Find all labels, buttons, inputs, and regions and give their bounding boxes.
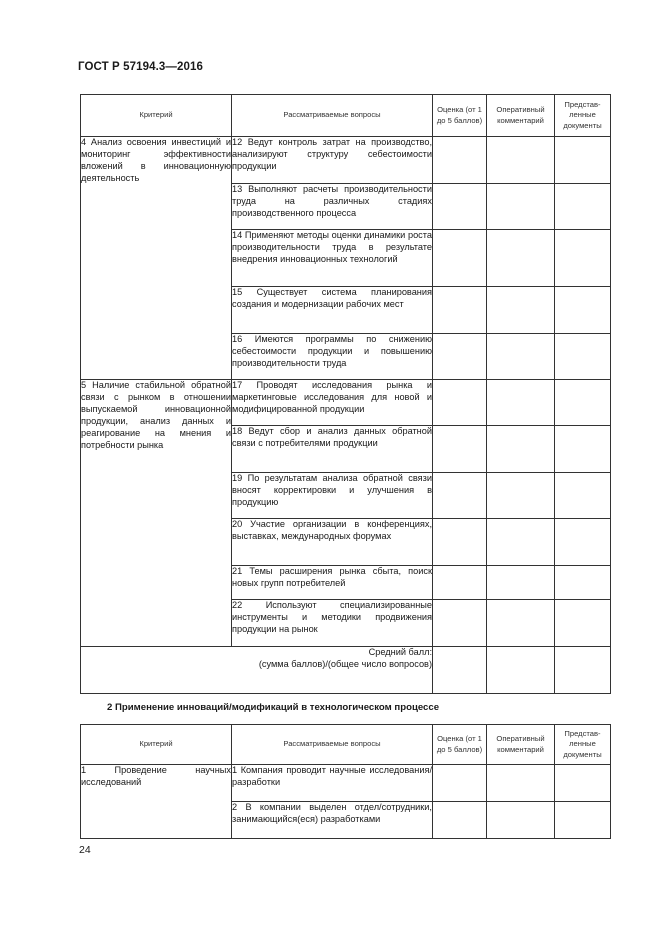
comment-cell[interactable] [487,802,555,839]
documents-cell[interactable] [555,287,611,334]
comment-cell[interactable] [487,287,555,334]
score-cell[interactable] [433,519,487,566]
documents-cell[interactable] [555,802,611,839]
comment-cell[interactable] [487,566,555,600]
table-row [81,380,611,426]
score-cell[interactable] [433,566,487,600]
score-cell[interactable] [433,380,487,426]
header-documents: Представ- ленные документы [555,95,611,137]
section-title: 2 Применение инноваций/модификаций в технологическом процессе [107,702,440,713]
question-cell: 20 Участие организации в конференциях, выставках, международных форумах [232,519,433,566]
score-cell[interactable] [433,137,487,184]
comment-cell[interactable] [487,426,555,473]
question-cell: 2 В компании выделен отдел/сотрудники, занимающийся(еся) разработками [232,802,433,839]
documents-cell[interactable] [555,765,611,802]
question-cell: 16 Имеются программы по снижению себестоимости продукции и повышению производительности труда [232,334,433,380]
header-documents: Представ- ленные документы [555,725,611,765]
score-cell[interactable] [433,473,487,519]
documents-cell[interactable] [555,137,611,184]
documents-cell[interactable] [555,184,611,230]
comment-cell[interactable] [487,380,555,426]
score-cell[interactable] [433,287,487,334]
question-cell: 19 По результатам анализа обратной связи вносят корректировки и улучшения в продукцию [232,473,433,519]
table-header-row [81,725,611,765]
question-cell: 22 Используют специализированные инструменты и методики продвижения продукции на рынок [232,600,433,647]
comment-cell[interactable] [487,230,555,287]
documents-cell[interactable] [555,519,611,566]
score-cell[interactable] [433,802,487,839]
table-header-row [81,95,611,137]
header-questions: Рассматриваемые вопросы [232,725,433,765]
question-cell: 17 Проводят исследования рынка и маркетинговые исследования для новой и модифицированной продукции [232,380,433,426]
question-cell: 1 Компания проводит научные исследования/разработки [232,765,433,802]
score-cell[interactable] [433,765,487,802]
comment-cell[interactable] [487,600,555,647]
question-cell: 13 Выполняют расчеты производительности труда на различных стадиях производственного процесса [232,184,433,230]
average-row [81,647,611,694]
score-cell[interactable] [433,600,487,647]
header-score: Оценка (от 1 до 5 баллов) [433,95,487,137]
documents-cell[interactable] [555,566,611,600]
header-comments: Оперативный комментарий [487,95,555,137]
comment-cell[interactable] [487,519,555,566]
comment-cell[interactable] [487,334,555,380]
comment-cell[interactable] [487,473,555,519]
question-cell: 14 Применяют методы оценки динамики роста производительности труда в результате внедрения инновационных технологий [232,230,433,287]
documents-cell[interactable] [555,230,611,287]
document-code: ГОСТ Р 57194.3—2016 [78,61,203,73]
documents-cell[interactable] [555,473,611,519]
question-cell: 18 Ведут сбор и анализ данных обратной связи с потребителями продукции [232,426,433,473]
question-cell: 21 Темы расширения рынка сбыта, поиск новых групп потребителей [232,566,433,600]
evaluation-table-1 [80,94,611,694]
score-cell[interactable] [433,230,487,287]
comment-cell[interactable] [487,647,555,694]
page-number: 24 [79,844,91,856]
header-criterion: Критерий [81,95,232,137]
table-row [81,765,611,802]
comment-cell[interactable] [487,137,555,184]
question-cell: 12 Ведут контроль затрат на производство, анализируют структуру себестоимости продукции [232,137,433,184]
header-score: Оценка (от 1 до 5 баллов) [433,725,487,765]
evaluation-table-2 [80,724,611,839]
score-cell[interactable] [433,426,487,473]
criterion-cell: 1 Проведение научных исследований [81,765,232,839]
header-questions: Рассматриваемые вопросы [232,95,433,137]
average-score-cell[interactable] [433,647,487,694]
score-cell[interactable] [433,184,487,230]
header-comments: Оперативный комментарий [487,725,555,765]
score-cell[interactable] [433,334,487,380]
documents-cell[interactable] [555,600,611,647]
header-criterion: Критерий [81,725,232,765]
documents-cell[interactable] [555,334,611,380]
table-row [81,137,611,184]
documents-cell[interactable] [555,426,611,473]
average-score-label: Средний балл: (сумма баллов)/(общее число вопросов) [81,647,433,694]
criterion-cell: 5 Наличие стабильной обратной связи с рынком в отношении выпускаемой инновационной продукции, анализ данных и реагирование на мнения и потребности рынка [81,380,232,647]
criterion-cell: 4 Анализ освоения инвестиций и мониторинг эффективности вложений в инновационную деятельность [81,137,232,380]
documents-cell[interactable] [555,380,611,426]
comment-cell[interactable] [487,184,555,230]
documents-cell[interactable] [555,647,611,694]
question-cell: 15 Существует система планирования создания и модернизации рабочих мест [232,287,433,334]
comment-cell[interactable] [487,765,555,802]
